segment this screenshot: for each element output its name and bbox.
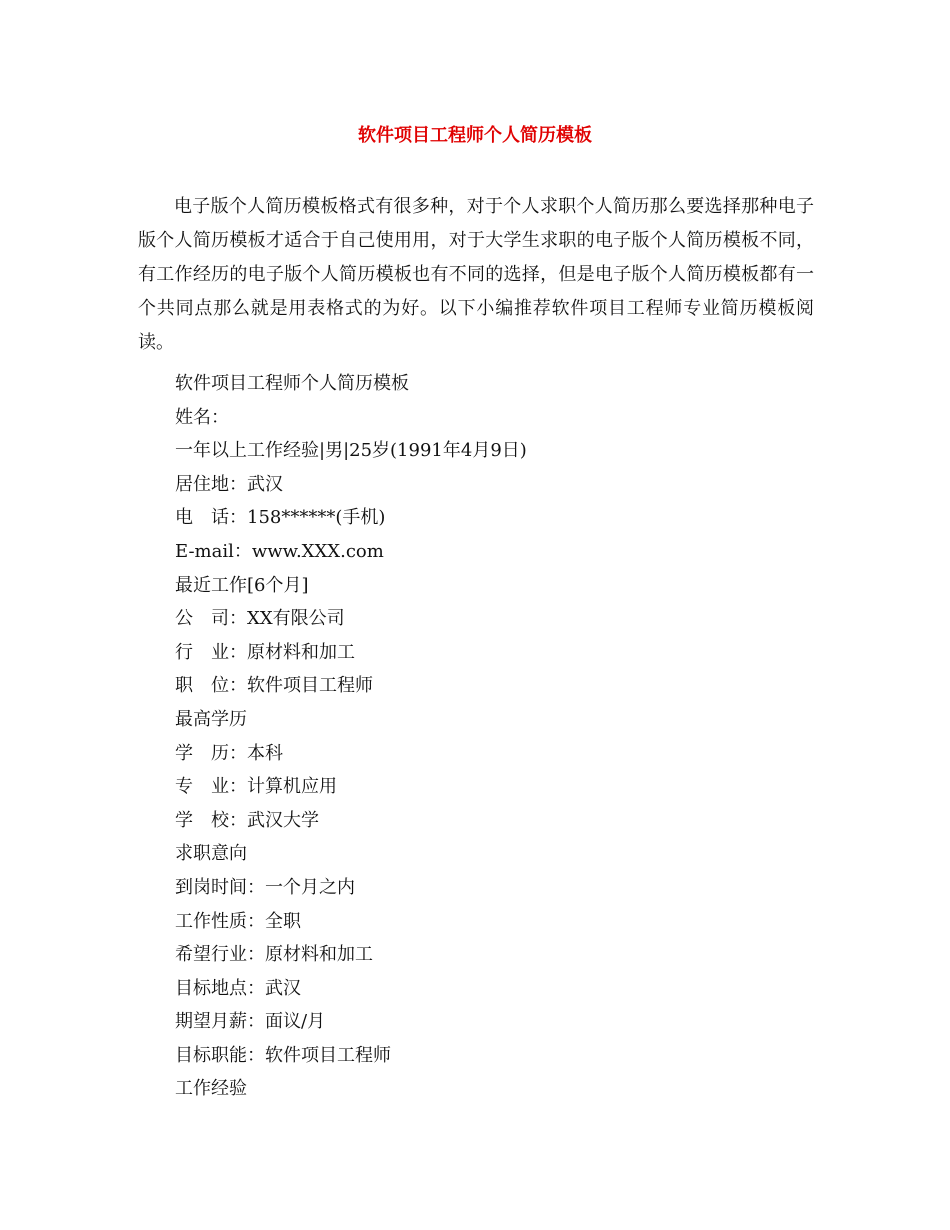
resume-lines [175, 367, 815, 1106]
resume-line: 软件项目工程师个人简历模板 [175, 373, 409, 394]
resume-line: 求职意向 [175, 843, 247, 865]
resume-line: 工作经验 [175, 1078, 247, 1100]
resume-line: 到岗时间：一个月之内 [175, 876, 355, 898]
resume-line: 希望行业：原材料和加工 [175, 944, 373, 966]
resume-line: 职 位：软件项目工程师 [175, 675, 373, 697]
intro-paragraph: 电子版个人简历模板格式有很多种，对于个人求职个人简历那么要选择那种电子版个人简历模板才适合于自己使用用，对于大学生求职的电子版个人简历模板不同，有工作经历的电子版个人简历模板也有不同的选择，但是电子版个人简历模板都有一个共同点那么就是用表格式的为好。以下小编推荐软件项目工程师专业简历模板阅读。 [138, 196, 814, 353]
resume-line: 姓名： [175, 406, 229, 428]
resume-line: 期望月薪：面议/月 [175, 1011, 326, 1033]
resume-line: 目标职能：软件项目工程师 [175, 1044, 391, 1066]
resume-line: 目标地点：武汉 [175, 977, 301, 999]
resume-line: 学 校：武汉大学 [175, 809, 319, 831]
document-title: 软件项目工程师个人简历模板 [358, 125, 592, 146]
resume-line: 最近工作[6个月] [175, 574, 309, 596]
resume-line: 居住地：武汉 [175, 473, 283, 495]
resume-line: 一年以上工作经验|男|25岁(1991年4月9日) [175, 440, 527, 462]
resume-line: 工作性质：全职 [175, 910, 301, 932]
resume-line: 专 业：计算机应用 [175, 776, 337, 798]
resume-line: 最高学历 [175, 708, 247, 730]
resume-line: 电 话：158******(手机) [175, 507, 386, 529]
resume-line: 公 司：XX有限公司 [175, 608, 345, 630]
resume-line: 学 历：本科 [175, 742, 283, 764]
resume-line: 行 业：原材料和加工 [175, 641, 355, 663]
resume-line: E-mail：www.XXX.com [175, 540, 384, 562]
